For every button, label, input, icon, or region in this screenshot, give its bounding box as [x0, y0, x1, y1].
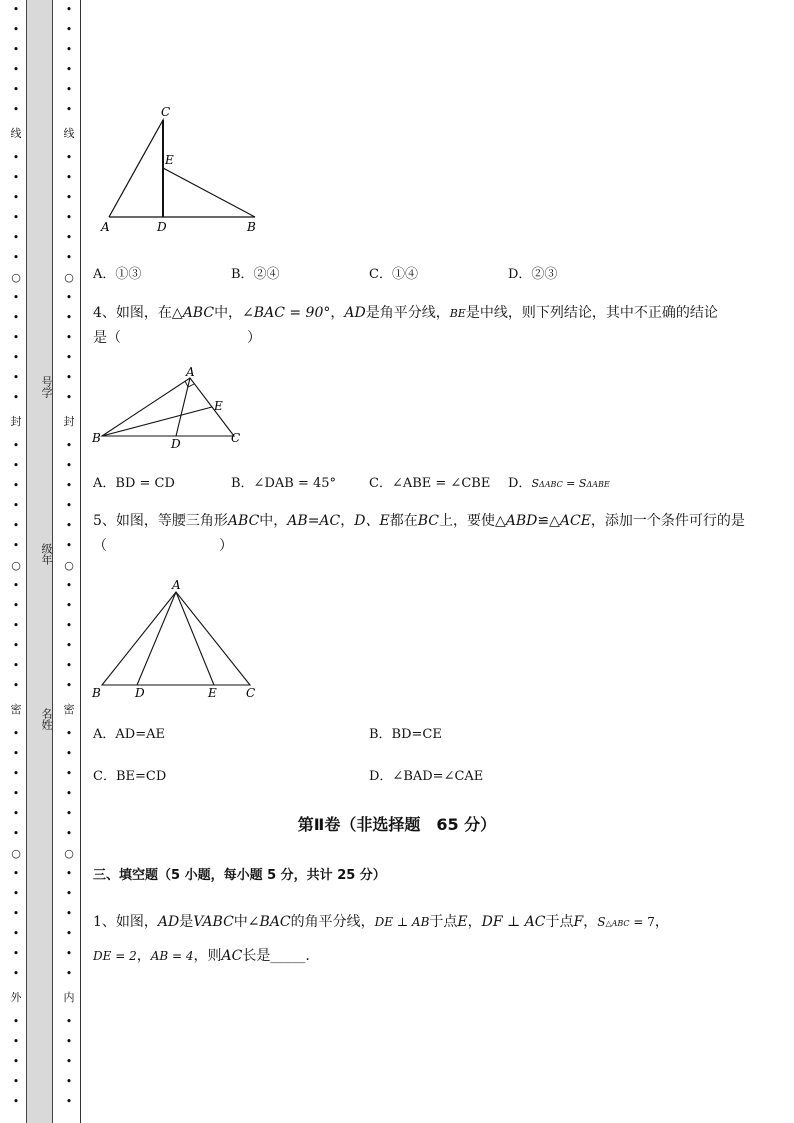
- fill1-bac: ∠BAC: [247, 914, 291, 930]
- fill1-ab-value: AB = 4: [150, 949, 194, 963]
- dot-leader: • • • • • •: [12, 151, 20, 264]
- q4-ad: AD: [344, 305, 366, 321]
- fig3-label-e: E: [165, 153, 174, 167]
- dot-leader: • • • • •: [12, 1015, 20, 1108]
- q4-option-d-label: D．: [508, 476, 532, 491]
- figure-q3: [95, 100, 275, 240]
- dot-leader: • • • • • •: [12, 439, 20, 552]
- q3-option-a[interactable]: A．①③: [93, 267, 142, 282]
- left-dot-column: [6, 0, 26, 1123]
- margin-mark-outer: 外: [10, 991, 22, 1004]
- q5-text: 上，要使△: [438, 513, 506, 529]
- fig5-label-d: D: [135, 686, 145, 700]
- q4-text: ，: [330, 305, 345, 321]
- fill1-vabc: VABC: [193, 914, 234, 930]
- fill1-text: ，: [136, 948, 151, 964]
- q5-bc: BC: [417, 513, 439, 529]
- q5-text: ，添加一个条件可行的是: [590, 513, 745, 529]
- dot-leader: • • • • • •: [12, 867, 20, 980]
- fill1-line1: [93, 911, 669, 935]
- margin-mark-seal: 封: [63, 415, 75, 428]
- margin-mark-seal: 封: [10, 415, 22, 428]
- q4-stem-line1: [93, 302, 718, 325]
- fig5-label-b: B: [92, 686, 101, 700]
- q5-text: 5、如图，等腰三角形: [93, 513, 228, 529]
- fill1-text: ，: [467, 914, 482, 930]
- fill1-de-perp-ab: DE ⊥ AB: [374, 915, 430, 929]
- margin-mark-line: 线: [63, 127, 75, 140]
- dot-leader: • • • • • •: [12, 3, 20, 116]
- q5-stem-line1: [93, 510, 745, 532]
- q5-text: 中，: [259, 513, 288, 529]
- fig4-label-d: D: [171, 437, 181, 451]
- margin-mark-secret: 密: [63, 703, 75, 716]
- q5-condition: AB=AC: [287, 513, 341, 529]
- section3-heading: 三、填空题（5 小题，每小题 5 分，共计 25 分）: [93, 868, 386, 883]
- q5-congruent: ≌△: [537, 513, 560, 529]
- fill1-e: E: [457, 914, 468, 930]
- q5-ace: ACE: [559, 513, 591, 529]
- circle-icon: ○: [11, 271, 21, 284]
- fill1-s-sub: △ABC: [605, 919, 630, 928]
- fig5-label-a: A: [172, 578, 181, 592]
- dot-leader: • • • • • •: [65, 3, 73, 116]
- figure-q5: [88, 575, 268, 705]
- q5-stem-line2: （ ）: [93, 538, 233, 554]
- circle-icon: ○: [64, 847, 74, 860]
- q4-be: BE: [449, 307, 466, 320]
- q4-option-b[interactable]: B．∠DAB = 45°: [231, 476, 337, 491]
- right-dot-column: [59, 0, 79, 1123]
- fill1-ac: AC: [221, 948, 243, 964]
- figure-q4: [90, 365, 250, 455]
- fig4-label-e: E: [214, 399, 223, 413]
- q4-option-d[interactable]: [508, 472, 610, 491]
- q5-option-b[interactable]: B．BD=CE: [369, 727, 442, 742]
- q4-option-d-s2: S: [578, 477, 587, 490]
- fill1-text: 是: [179, 914, 194, 930]
- dot-leader: • • • • • •: [12, 727, 20, 840]
- fig4-label-c: C: [231, 431, 241, 445]
- fill1-df-perp-ac: DF ⊥ AC: [481, 914, 546, 930]
- q3-option-b[interactable]: B．②④: [231, 267, 280, 282]
- fig5-label-e: E: [208, 686, 217, 700]
- fill1-s: S: [597, 915, 606, 929]
- q4-option-a[interactable]: A．BD = CD: [93, 476, 175, 491]
- q4-text: 是角平分线，: [365, 305, 450, 321]
- fig5-label-c: C: [246, 686, 256, 700]
- q5-text: ，: [340, 513, 355, 529]
- q4-stem-line2: 是（ ）: [93, 330, 261, 346]
- dot-leader: • • • • • •: [65, 151, 73, 264]
- fill1-de-value: DE = 2: [93, 949, 137, 963]
- fig4-label-b: B: [92, 431, 101, 445]
- dot-leader: • • • • • •: [65, 291, 73, 404]
- fill1-text: 1、如图，: [93, 914, 158, 930]
- q4-triangle: △ABC: [171, 305, 215, 321]
- fill1-text: 中: [233, 914, 248, 930]
- fill1-answer-blank[interactable]: 长是_____.: [242, 948, 310, 964]
- fill1-text: 的角平分线，: [290, 914, 375, 930]
- q3-option-c[interactable]: C．①④: [369, 267, 418, 282]
- q4-text: 中，: [214, 305, 243, 321]
- q4-option-d-sub1: ΔABC: [538, 480, 563, 489]
- fig3-label-a: A: [101, 220, 110, 234]
- q4-text: 4、如图，在: [93, 305, 172, 321]
- q5-abd: ABD: [505, 513, 538, 529]
- field-label-name: 名姓: [40, 708, 53, 730]
- circle-icon: ○: [64, 271, 74, 284]
- fill1-text: ，: [583, 914, 598, 930]
- q3-option-d[interactable]: D．②③: [508, 267, 558, 282]
- fill1-ad: AD: [157, 914, 180, 930]
- fill1-text: 于点: [429, 914, 458, 930]
- q5-option-d[interactable]: D．∠BAD=∠CAE: [369, 769, 484, 784]
- q5-abc: ABC: [227, 513, 260, 529]
- circle-icon: ○: [11, 847, 21, 860]
- q4-option-c[interactable]: C．∠ABE = ∠CBE: [369, 476, 491, 491]
- circle-icon: ○: [11, 559, 21, 572]
- q5-option-c[interactable]: C．BE=CD: [93, 769, 167, 784]
- q5-option-a[interactable]: A．AD=AE: [93, 727, 165, 742]
- q4-option-d-s1: S: [531, 477, 539, 490]
- dot-leader: • • • • • •: [65, 579, 73, 692]
- q4-text: 是中线，则下列结论，其中不正确的结论: [465, 305, 718, 321]
- fig3-label-d: D: [157, 220, 167, 234]
- margin-mark-line: 线: [10, 127, 22, 140]
- dot-leader: • • • • • •: [65, 439, 73, 552]
- fig3-label-b: B: [247, 220, 256, 234]
- q4-option-d-sub2: ΔABE: [586, 480, 610, 489]
- margin-mark-inner: 内: [63, 991, 75, 1004]
- field-label-id: 号学: [40, 376, 53, 398]
- fill1-f: F: [573, 914, 584, 930]
- q4-option-d-eq: =: [562, 477, 579, 490]
- dot-leader: • • • • •: [65, 1015, 73, 1108]
- circle-icon: ○: [64, 559, 74, 572]
- fill1-text: ，则: [193, 948, 222, 964]
- fig4-label-a: A: [186, 365, 195, 379]
- fig3-label-c: C: [161, 105, 171, 119]
- field-label-grade: 级年: [40, 543, 53, 565]
- fill1-s-value: = 7: [629, 915, 655, 929]
- fill1-text: ，: [654, 914, 669, 930]
- dot-leader: • • • • • •: [65, 727, 73, 840]
- dot-leader: • • • • • •: [65, 867, 73, 980]
- dot-leader: • • • • • •: [12, 579, 20, 692]
- margin-mark-secret: 密: [10, 703, 22, 716]
- dot-leader: • • • • • •: [12, 291, 20, 404]
- q5-text: 都在: [389, 513, 418, 529]
- fill1-line2: [93, 945, 310, 967]
- fill1-text: 于点: [545, 914, 574, 930]
- part2-title: 第Ⅱ卷（非选择题 65 分）: [297, 815, 497, 834]
- q5-de: D、E: [354, 513, 390, 529]
- q4-angle: ∠BAC = 90°: [242, 305, 331, 321]
- margin-rule: [80, 0, 81, 1123]
